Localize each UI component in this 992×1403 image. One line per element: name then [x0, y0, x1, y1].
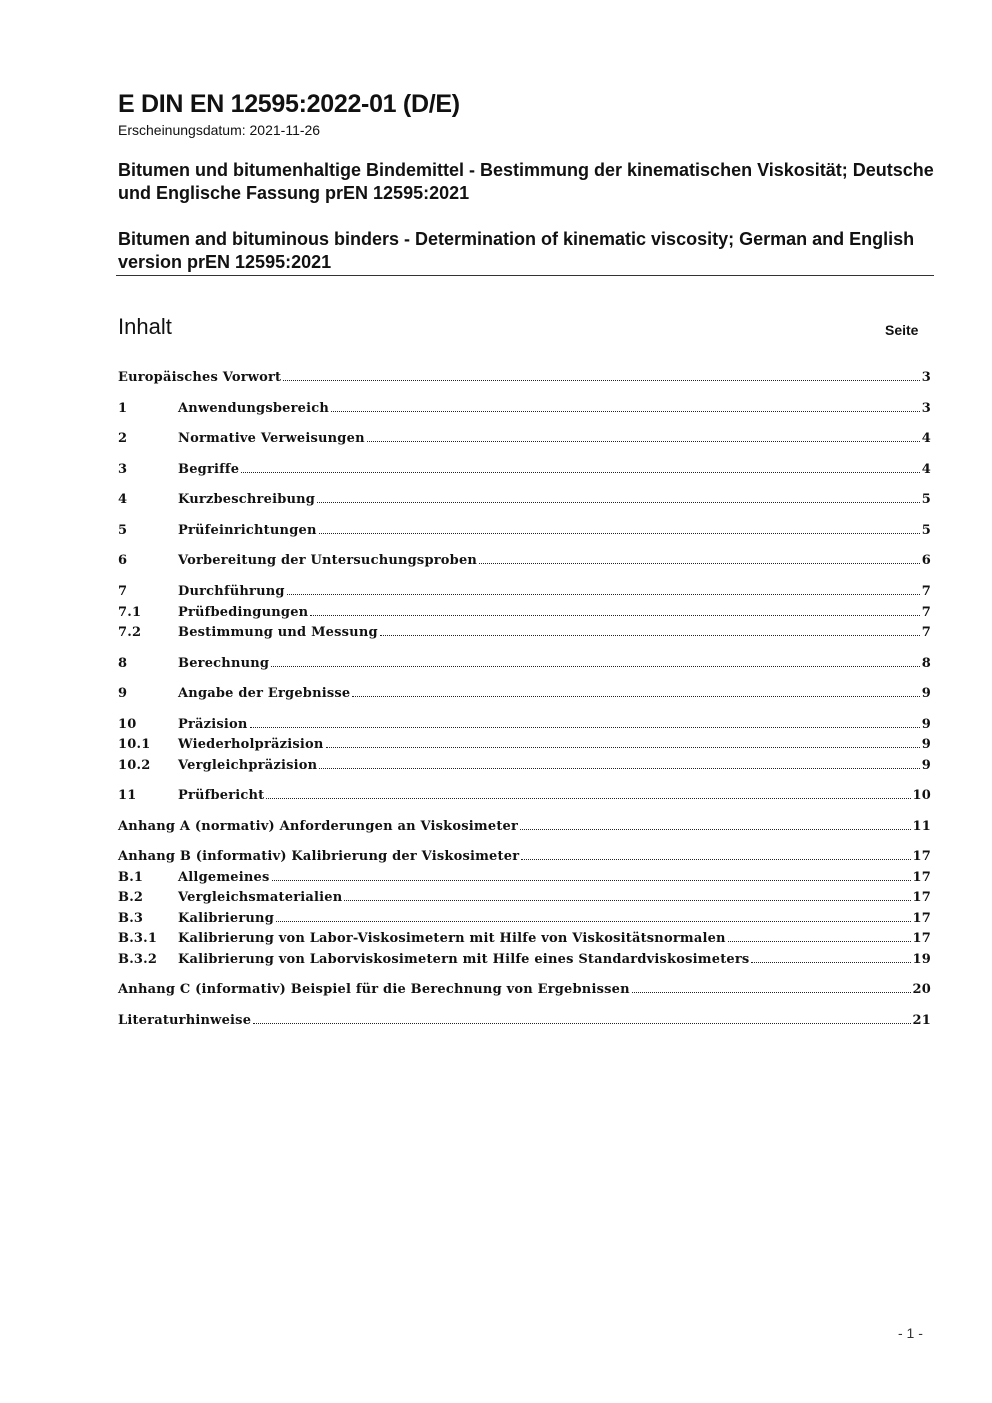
toc-entry-page: 17	[912, 849, 931, 864]
toc-entry[interactable]	[118, 982, 931, 1002]
toc-entry-number: 2	[118, 431, 128, 446]
toc-entry-page: 3	[921, 401, 931, 416]
toc-entry-label: Vergleichsmaterialien	[178, 890, 343, 905]
toc-entry-number: B.1	[118, 870, 144, 885]
toc-entry-label: Literaturhinweise	[118, 1013, 252, 1028]
toc-entry[interactable]	[118, 890, 931, 910]
toc-entry-label: Anhang A (normativ) Anforderungen an Viskosimeter	[118, 819, 519, 834]
toc-dot-leader	[751, 952, 910, 963]
toc-entry-page: 7	[921, 625, 931, 640]
toc-entry-label: Vorbereitung der Untersuchungsproben	[178, 553, 478, 568]
toc-entry-label: Kalibrierung von Laborviskosimetern mit Hilfe eines Standardviskosimeters	[178, 952, 750, 967]
toc-entry-page: 5	[921, 523, 931, 538]
toc-entry-label: Europäisches Vorwort	[118, 370, 282, 385]
toc-entry[interactable]	[118, 952, 931, 972]
toc-entry-label: Wiederholpräzision	[178, 737, 324, 752]
toc-entry-label: Vergleichpräzision	[178, 758, 318, 773]
toc-dot-leader	[283, 370, 919, 381]
toc-entry-page: 11	[912, 819, 931, 834]
toc-dot-leader	[319, 758, 919, 769]
toc-entry-number: 11	[118, 788, 137, 803]
toc-entry-number: B.2	[118, 890, 144, 905]
toc-entry-page: 7	[921, 584, 931, 599]
toc-entry-label: Berechnung	[178, 656, 270, 671]
toc-entry-page: 17	[912, 911, 931, 926]
toc-dot-leader	[352, 686, 919, 697]
toc-entry[interactable]	[118, 686, 931, 706]
toc-entry[interactable]	[118, 431, 931, 451]
toc-entry[interactable]	[118, 931, 931, 951]
toc-dot-leader	[317, 492, 920, 503]
toc-entry[interactable]	[118, 819, 931, 839]
toc-entry[interactable]	[118, 625, 931, 645]
toc-entry-page: 9	[921, 686, 931, 701]
toc-entry[interactable]	[118, 523, 931, 543]
toc-entry-page: 9	[921, 717, 931, 732]
toc-entry-label: Kalibrierung von Labor-Viskosimetern mit Hilfe von Viskositätsnormalen	[178, 931, 726, 946]
toc-entry[interactable]	[118, 1013, 931, 1033]
toc-entry[interactable]	[118, 462, 931, 482]
toc-entry-label: Anhang B (informativ) Kalibrierung der Viskosimeter	[118, 849, 520, 864]
toc-entry-label: Präzision	[178, 717, 248, 732]
toc-entry-page: 9	[921, 758, 931, 773]
toc-entry-number: 4	[118, 492, 128, 507]
document-id: E DIN EN 12595:2022-01 (D/E)	[118, 90, 460, 118]
toc-entry[interactable]	[118, 492, 931, 512]
toc-entry-label: Bestimmung und Messung	[178, 625, 378, 640]
toc-dot-leader	[326, 737, 920, 748]
toc-dot-leader	[344, 890, 910, 901]
toc-entry-page: 5	[921, 492, 931, 507]
footer-page-number: - 1 -	[898, 1325, 923, 1341]
toc-entry-label: Angabe der Ergebnisse	[178, 686, 351, 701]
toc-entry-number: B.3.1	[118, 931, 158, 946]
toc-dot-leader	[287, 584, 920, 595]
toc-entry-page: 7	[921, 605, 931, 620]
toc-dot-leader	[241, 462, 920, 473]
toc-entry-page: 19	[912, 952, 931, 967]
toc-dot-leader	[266, 788, 910, 799]
toc-dot-leader	[253, 1013, 910, 1024]
toc-dot-leader	[331, 401, 920, 412]
toc-entry-page: 4	[921, 462, 931, 477]
toc-entry-number: 10	[118, 717, 137, 732]
toc-entry[interactable]	[118, 401, 931, 421]
title-german: Bitumen und bitumenhaltige Bindemittel - Bestimmung der kinematischen Viskosität; Deutsche und Englische Fassung prEN 12595:2021	[118, 160, 934, 203]
toc-entry[interactable]	[118, 717, 931, 737]
toc-entry[interactable]	[118, 370, 931, 390]
toc-entry-number: 8	[118, 656, 128, 671]
toc-entry-number: 7.2	[118, 625, 142, 640]
toc-entry-label: Normative Verweisungen	[178, 431, 365, 446]
toc-entry[interactable]	[118, 737, 931, 757]
toc-entry-label: Allgemeines	[178, 870, 270, 885]
toc-entry-page: 20	[912, 982, 931, 997]
toc-entry[interactable]	[118, 584, 931, 604]
toc-heading: Inhalt	[118, 314, 172, 339]
toc-entry-page: 9	[921, 737, 931, 752]
toc-entry-number: 6	[118, 553, 128, 568]
toc-entry-number: 5	[118, 523, 128, 538]
toc-entry-page: 6	[921, 553, 931, 568]
toc-entry-label: Prüfbedingungen	[178, 605, 309, 620]
toc-entry[interactable]	[118, 605, 931, 625]
toc-entry-number: 9	[118, 686, 128, 701]
toc-entry-page: 17	[912, 931, 931, 946]
toc-entry-page: 10	[912, 788, 931, 803]
toc-dot-leader	[310, 605, 919, 616]
toc-entry-page: 21	[912, 1013, 931, 1028]
toc-dot-leader	[276, 911, 911, 922]
toc-entry-label: Kalibrierung	[178, 911, 274, 926]
toc-page-column-heading: Seite	[885, 322, 919, 338]
toc-entry[interactable]	[118, 849, 931, 869]
toc-entry-number: B.3.2	[118, 952, 158, 967]
toc-dot-leader	[271, 656, 920, 667]
toc-entry-page: 8	[921, 656, 931, 671]
toc-entry-page: 17	[912, 890, 931, 905]
toc-entry-page: 3	[921, 370, 931, 385]
header-divider	[116, 275, 934, 276]
toc-entry-label: Prüfbericht	[178, 788, 265, 803]
toc-entry-number: 7	[118, 584, 128, 599]
toc-entry[interactable]	[118, 656, 931, 676]
toc-dot-leader	[520, 819, 910, 830]
toc-dot-leader	[319, 523, 920, 534]
title-english: Bitumen and bituminous binders - Determination of kinematic viscosity; German and English version prEN 12595:2021	[118, 229, 915, 272]
toc-dot-leader	[521, 849, 910, 860]
toc-entry-label: Kurzbeschreibung	[178, 492, 316, 507]
toc-entry[interactable]	[118, 870, 931, 890]
toc-entry-label: Anhang C (informativ) Beispiel für die Berechnung von Ergebnissen	[118, 982, 630, 997]
toc-entry-label: Begriffe	[178, 462, 240, 477]
toc-entry-number: B.3	[118, 911, 144, 926]
toc-entry-number: 7.1	[118, 605, 142, 620]
toc-dot-leader	[632, 982, 911, 993]
release-date: Erscheinungsdatum: 2021-11-26	[118, 122, 321, 138]
toc-entry-page: 17	[912, 870, 931, 885]
toc-entry[interactable]	[118, 553, 931, 573]
toc-entry-number: 10.1	[118, 737, 151, 752]
toc-entry-number: 3	[118, 462, 128, 477]
toc-dot-leader	[479, 553, 920, 564]
toc-entry-label: Prüfeinrichtungen	[178, 523, 317, 538]
toc-dot-leader	[367, 431, 920, 442]
toc-entry[interactable]	[118, 758, 931, 778]
toc-dot-leader	[380, 625, 920, 636]
toc-entry[interactable]	[118, 911, 931, 931]
toc-dot-leader	[250, 717, 920, 728]
toc-entry-number: 10.2	[118, 758, 151, 773]
toc-dot-leader	[728, 931, 911, 942]
toc-dot-leader	[272, 870, 911, 881]
toc-entry-label: Anwendungsbereich	[178, 401, 330, 416]
toc-entry-label: Durchführung	[178, 584, 285, 599]
toc-entry-number: 1	[118, 401, 128, 416]
toc-entry[interactable]	[118, 788, 931, 808]
toc-entry-page: 4	[921, 431, 931, 446]
